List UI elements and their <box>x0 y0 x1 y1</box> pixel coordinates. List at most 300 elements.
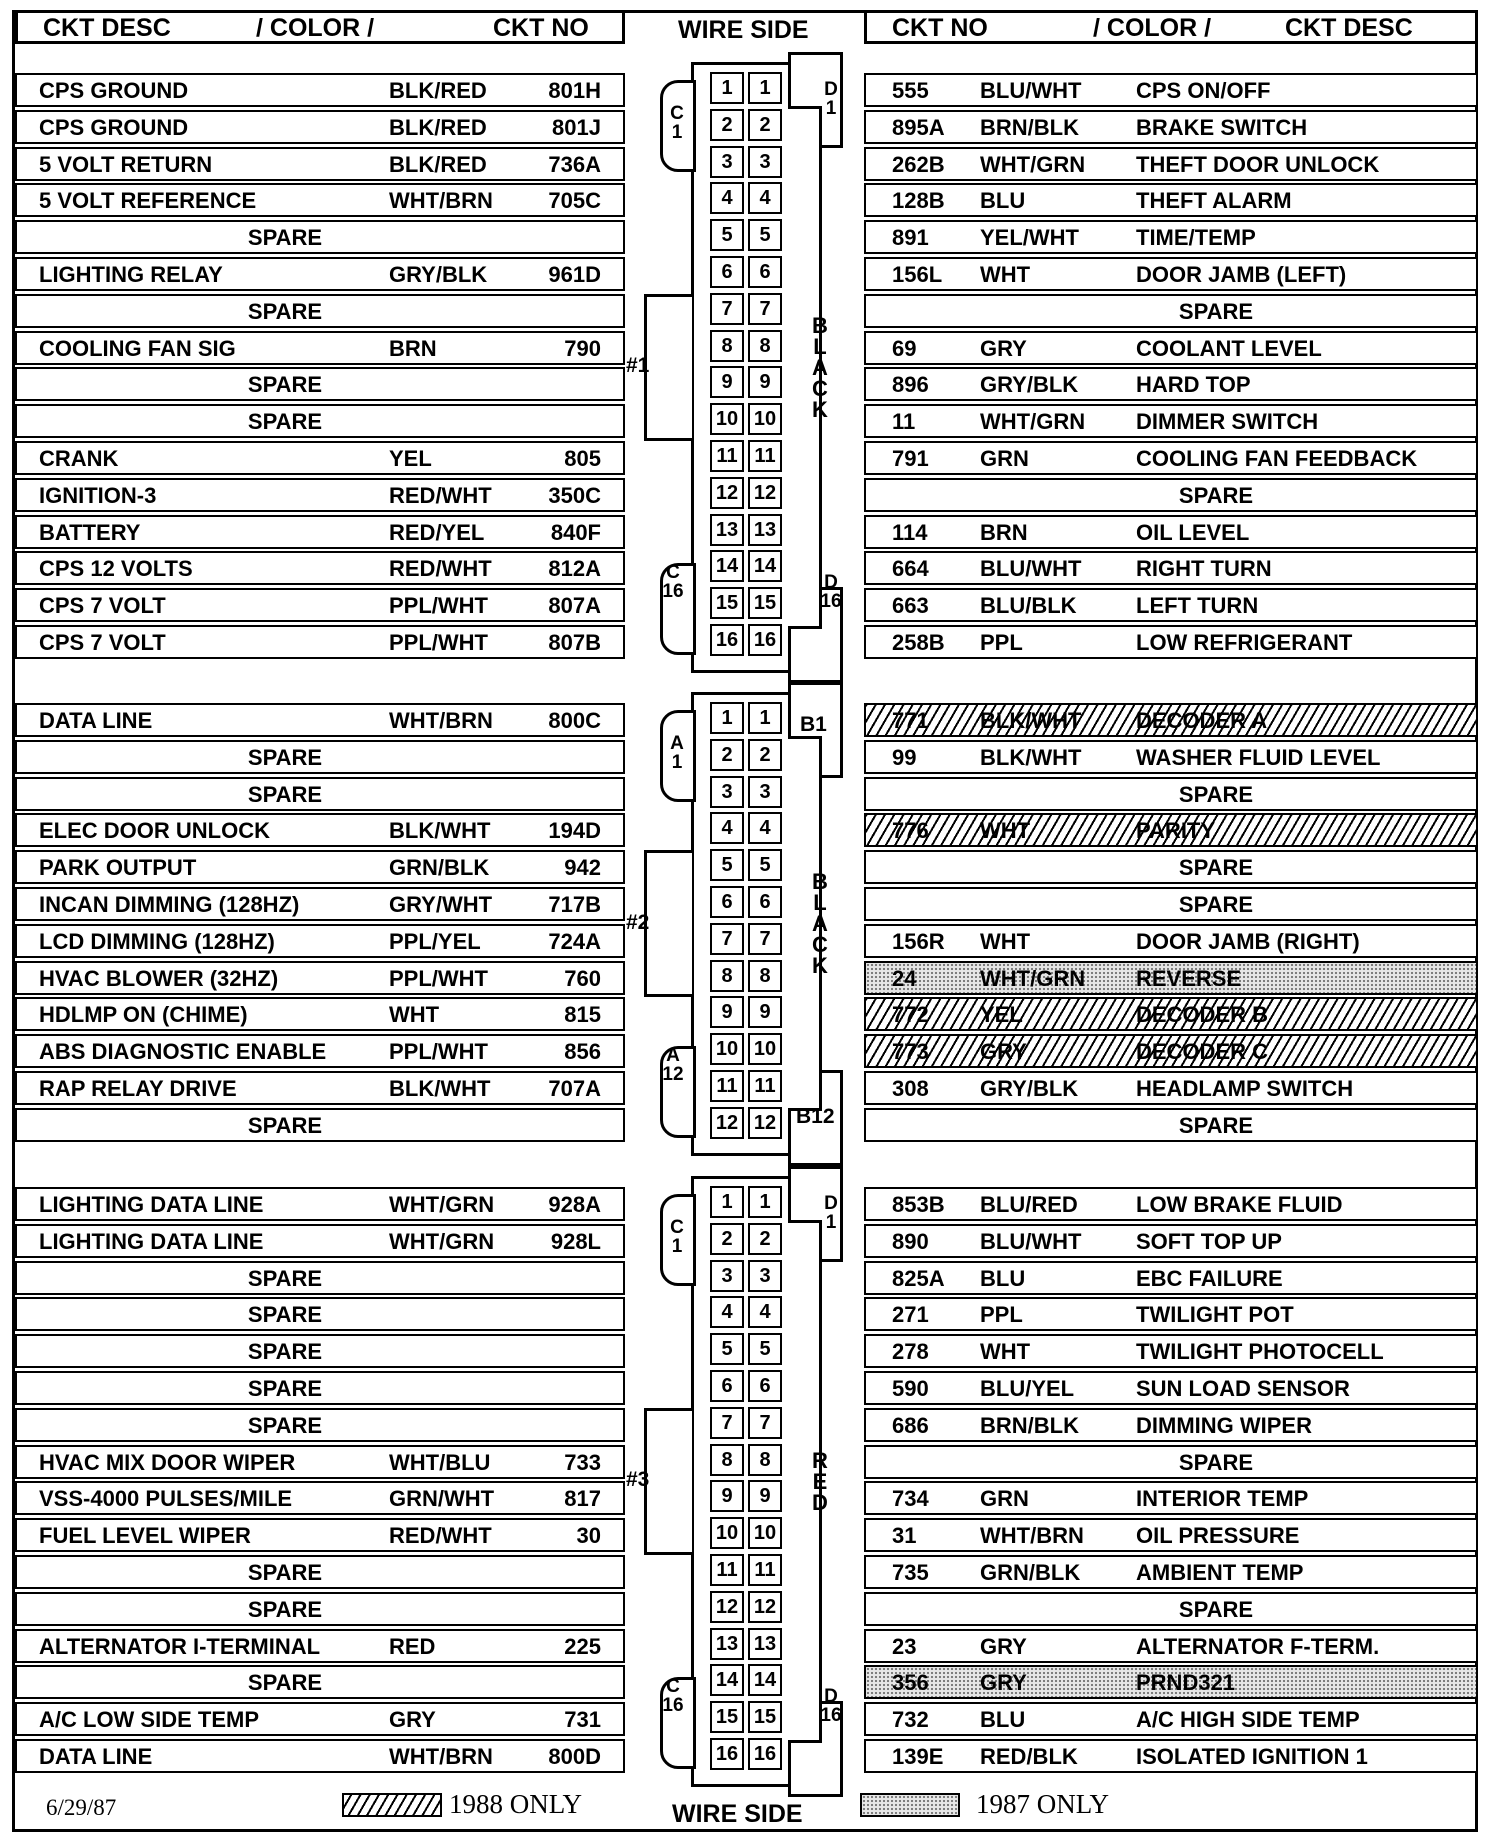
circuit-description: ALTERNATOR I-TERMINAL <box>39 1633 321 1659</box>
left-circuit-row <box>15 515 625 549</box>
left-circuit-row <box>15 1371 625 1405</box>
connector-pin: 10 <box>748 403 782 435</box>
circuit-number: 896 <box>892 372 929 398</box>
circuit-description: CPS ON/OFF <box>1136 78 1271 103</box>
circuit-number: 805 <box>564 446 601 471</box>
right-circuit-row <box>864 1518 1478 1552</box>
connector-top-right-label: B1 <box>800 713 827 736</box>
connector-pin: 6 <box>710 886 744 918</box>
circuit-description: HDLMP ON (CHIME) <box>39 1002 248 1028</box>
circuit-description: REVERSE <box>1136 965 1242 991</box>
circuit-number: 69 <box>892 335 917 361</box>
left-circuit-row <box>15 551 625 585</box>
circuit-number: 800D <box>548 1744 601 1769</box>
connector-pin: 4 <box>710 812 744 844</box>
circuit-description: DECODER C <box>1136 1039 1269 1065</box>
circuit-number: 686 <box>892 1412 929 1438</box>
left-circuit-row <box>15 1518 625 1552</box>
wire-color: RED/WHT <box>389 1523 492 1549</box>
connector-bottom-right-label: B12 <box>796 1104 835 1128</box>
connector-id: #1 <box>626 354 650 378</box>
circuit-number: 801H <box>548 78 601 103</box>
connector-pin: 9 <box>748 366 782 398</box>
wire-color: WHT/BLU <box>389 1449 491 1475</box>
circuit-description: TIME/TEMP <box>1136 225 1256 251</box>
circuit-number: 278 <box>892 1339 929 1365</box>
circuit-number: 356 <box>892 1670 929 1696</box>
circuit-description: FUEL LEVEL WIPER <box>39 1523 251 1549</box>
right-circuit-row <box>864 367 1478 401</box>
connector-pin: 3 <box>748 776 782 808</box>
spare-label: SPARE <box>247 1376 323 1401</box>
connector-pin: 10 <box>710 1517 744 1549</box>
legend-1987-label: 1987 ONLY <box>976 1789 1110 1819</box>
connector-pin: 15 <box>748 587 782 619</box>
connector-pin: 10 <box>748 1033 782 1065</box>
wire-color: GRY/WHT <box>389 892 493 917</box>
left-circuit-row <box>15 961 625 995</box>
right-circuit-row <box>864 1034 1478 1068</box>
wire-color: WHT/GRN <box>980 965 1086 991</box>
wire-color: GRY <box>980 335 1027 361</box>
connector-bottom-left-label: C 16 <box>662 1675 684 1716</box>
right-circuit-row <box>864 1261 1478 1295</box>
circuit-description: RAP RELAY DRIVE <box>39 1076 237 1101</box>
wire-color: RED/BLK <box>980 1744 1078 1769</box>
left-circuit-row <box>15 1108 625 1142</box>
right-circuit-row <box>864 1629 1478 1663</box>
connector-pin: 6 <box>748 256 782 288</box>
wire-color: PPL/YEL <box>389 928 481 954</box>
circuit-description: INTERIOR TEMP <box>1136 1486 1309 1512</box>
wire-color: GRN/BLK <box>389 855 490 881</box>
right-circuit-row <box>864 887 1478 921</box>
connector-pin: 2 <box>748 739 782 771</box>
connector-pin: 16 <box>710 1738 744 1770</box>
circuit-number: 23 <box>892 1633 917 1659</box>
spare-label: SPARE <box>247 409 323 435</box>
connector-pin: 2 <box>710 1223 744 1255</box>
right-circuit-row <box>864 740 1478 774</box>
wire-color: GRY <box>980 1670 1027 1696</box>
connector-pin: 5 <box>748 849 782 881</box>
circuit-number: 760 <box>564 965 601 991</box>
right-circuit-row <box>864 1071 1478 1105</box>
spare-label: SPARE <box>247 1112 323 1138</box>
left-header-band <box>15 44 625 68</box>
connector-color-text: RED <box>812 1447 828 1515</box>
circuit-description: WASHER FLUID LEVEL <box>1136 744 1381 770</box>
left-circuit-row <box>15 813 625 847</box>
wire-color: PPL <box>980 1302 1023 1328</box>
circuit-description: TWILIGHT POT <box>1136 1302 1294 1328</box>
connector-pin: 6 <box>748 1370 782 1402</box>
circuit-number: 128B <box>892 188 945 214</box>
circuit-description: DOOR JAMB (RIGHT) <box>1136 928 1360 954</box>
circuit-description: DIMMER SWITCH <box>1136 409 1319 435</box>
left-circuit-row <box>15 1445 625 1479</box>
wire-color: GRY/BLK <box>980 1076 1079 1101</box>
circuit-number: 840F <box>550 519 601 545</box>
wire-color: BLK/WHT <box>389 1076 491 1101</box>
circuit-description: BATTERY <box>39 519 141 545</box>
connector-pin: 11 <box>710 1070 744 1102</box>
right-header <box>864 10 1478 44</box>
connector-id: #2 <box>626 910 650 934</box>
wire-side-bottom: WIRE SIDE <box>672 1800 803 1828</box>
left-circuit-row <box>15 1481 625 1515</box>
right-header-desc: CKT DESC <box>1285 14 1413 42</box>
circuit-description: A/C LOW SIDE TEMP <box>39 1707 259 1733</box>
circuit-number: 735 <box>892 1560 929 1585</box>
wire-color: GRN <box>980 1486 1029 1512</box>
circuit-description: HVAC MIX DOOR WIPER <box>39 1449 296 1475</box>
circuit-description: EBC FAILURE <box>1136 1265 1283 1291</box>
circuit-number: 590 <box>892 1376 929 1401</box>
spare-label: SPARE <box>1178 298 1254 324</box>
left-circuit-row <box>15 404 625 438</box>
connector-bottom-left-label: A 12 <box>662 1044 684 1085</box>
circuit-number: 731 <box>564 1707 601 1733</box>
circuit-number: 271 <box>892 1302 929 1328</box>
connector-color <box>808 869 832 979</box>
wire-color: BLU/BLK <box>980 593 1077 619</box>
wire-color: BLU <box>980 188 1026 214</box>
right-circuit-row <box>864 183 1478 217</box>
right-circuit-row <box>864 1187 1478 1221</box>
right-circuit-row <box>864 850 1478 884</box>
circuit-number: 11 <box>892 409 916 435</box>
left-header-desc: CKT DESC <box>43 14 171 42</box>
spare-label: SPARE <box>247 1560 323 1585</box>
spare-label: SPARE <box>1178 1112 1254 1138</box>
left-circuit-row <box>15 887 625 921</box>
wire-color: YEL <box>389 446 432 471</box>
left-circuit-row <box>15 257 625 291</box>
circuit-description: HVAC BLOWER (32HZ) <box>39 965 279 991</box>
circuit-description: CPS GROUND <box>39 114 189 140</box>
right-circuit-row <box>864 1445 1478 1479</box>
circuit-description: DATA LINE <box>39 1744 153 1769</box>
connector-pin: 11 <box>710 1554 744 1586</box>
legend-1987-swatch <box>860 1793 960 1817</box>
wire-color: WHT/GRN <box>980 151 1086 177</box>
left-circuit-row <box>15 367 625 401</box>
spare-label: SPARE <box>1178 1449 1254 1475</box>
connector-pin: 5 <box>748 219 782 251</box>
circuit-description: DIMMING WIPER <box>1136 1412 1312 1438</box>
connector-pin: 3 <box>748 1260 782 1292</box>
wire-color: WHT/BRN <box>389 708 493 733</box>
connector-pin: 6 <box>748 886 782 918</box>
connector-pin: 11 <box>748 440 782 472</box>
right-circuit-row <box>864 331 1478 365</box>
right-circuit-row <box>864 1665 1478 1699</box>
right-circuit-row <box>864 777 1478 811</box>
wire-color: GRN/BLK <box>980 1560 1081 1585</box>
connector-pin: 9 <box>710 996 744 1028</box>
circuit-number: 733 <box>564 1449 601 1475</box>
circuit-description: COOLING FAN SIG <box>39 335 236 361</box>
connector-pin: 7 <box>710 923 744 955</box>
connector-pin: 6 <box>710 1370 744 1402</box>
wire-color: PPL/WHT <box>389 965 488 991</box>
circuit-number: 31 <box>892 1523 917 1549</box>
wire-color: BLU <box>980 1707 1026 1733</box>
connector-pin: 1 <box>710 1186 744 1218</box>
right-circuit-row <box>864 1224 1478 1258</box>
wire-color: PPL <box>980 630 1023 655</box>
connector-pin: 12 <box>748 1591 782 1623</box>
connector-pin: 11 <box>748 1554 782 1586</box>
right-circuit-row <box>864 625 1478 659</box>
wire-color: PPL/WHT <box>389 630 488 655</box>
left-circuit-row <box>15 924 625 958</box>
left-circuit-row <box>15 183 625 217</box>
left-circuit-row <box>15 850 625 884</box>
left-circuit-row <box>15 1555 625 1589</box>
wire-color: WHT <box>980 1339 1031 1365</box>
circuit-description: TWILIGHT PHOTOCELL <box>1136 1339 1384 1365</box>
wire-color: GRY/BLK <box>389 262 488 287</box>
connector-pin: 8 <box>710 1444 744 1476</box>
wire-side-top: WIRE SIDE <box>678 16 809 44</box>
circuit-description: VSS-4000 PULSES/MILE <box>39 1486 293 1512</box>
left-circuit-row <box>15 777 625 811</box>
wire-color: YEL/WHT <box>980 225 1079 251</box>
left-header-no: CKT NO <box>493 14 589 42</box>
connector-pin: 1 <box>748 72 782 104</box>
circuit-number: 717B <box>548 892 601 917</box>
wire-color: WHT <box>980 262 1031 287</box>
wire-color: GRY <box>389 1707 436 1733</box>
circuit-description: ISOLATED IGNITION 1 <box>1136 1744 1368 1769</box>
spare-label: SPARE <box>1178 1596 1254 1622</box>
right-circuit-row <box>864 1555 1478 1589</box>
connector-pin: 5 <box>710 849 744 881</box>
connector-bottom-right-label: D 16 <box>820 571 842 612</box>
right-circuit-row <box>864 441 1478 475</box>
circuit-number: 812A <box>548 556 601 582</box>
connector-pin: 14 <box>748 550 782 582</box>
circuit-description: LIGHTING DATA LINE <box>39 1192 264 1217</box>
wire-color: YEL <box>980 1002 1023 1028</box>
circuit-number: 807B <box>548 630 601 655</box>
right-circuit-row <box>864 404 1478 438</box>
left-circuit-row <box>15 1665 625 1699</box>
left-circuit-row <box>15 997 625 1031</box>
connector-pin: 13 <box>748 514 782 546</box>
wire-color: BLU <box>980 1265 1026 1291</box>
right-circuit-row <box>864 1739 1478 1773</box>
circuit-number: 705C <box>548 188 601 214</box>
circuit-number: 942 <box>564 855 601 881</box>
wire-color: BRN <box>389 335 437 361</box>
connector-pin: 15 <box>710 1701 744 1733</box>
circuit-description: COOLING FAN FEEDBACK <box>1136 446 1418 471</box>
wire-color: BRN/BLK <box>980 114 1079 140</box>
circuit-number: 555 <box>892 78 929 103</box>
connector-pin: 9 <box>710 1480 744 1512</box>
connector-pin: 4 <box>710 182 744 214</box>
circuit-description: LEFT TURN <box>1136 593 1259 619</box>
wire-color: PPL/WHT <box>389 593 488 619</box>
spare-label: SPARE <box>247 744 323 770</box>
right-circuit-row <box>864 478 1478 512</box>
circuit-number: 664 <box>892 556 929 582</box>
connector-pin: 1 <box>710 72 744 104</box>
connector-pin: 14 <box>748 1664 782 1696</box>
wire-color: GRN/WHT <box>389 1486 495 1512</box>
left-circuit-row <box>15 331 625 365</box>
connector-pin: 7 <box>748 1407 782 1439</box>
circuit-number: 736A <box>548 151 601 177</box>
circuit-description: LOW BRAKE FLUID <box>1136 1192 1343 1217</box>
right-circuit-row <box>864 1592 1478 1626</box>
connector-pin: 2 <box>710 739 744 771</box>
wire-color: WHT/GRN <box>389 1228 495 1254</box>
circuit-number: 308 <box>892 1076 929 1101</box>
wire-color: GRN <box>980 446 1029 471</box>
circuit-number: 891 <box>892 225 929 251</box>
connector-top-left-label: A 1 <box>670 733 684 773</box>
connector-pin: 10 <box>748 1517 782 1549</box>
right-circuit-row <box>864 1334 1478 1368</box>
spare-label: SPARE <box>247 1339 323 1365</box>
connector-pin: 2 <box>748 109 782 141</box>
wire-color: BLU/WHT <box>980 78 1082 103</box>
left-circuit-row <box>15 441 625 475</box>
circuit-number: 791 <box>892 446 929 471</box>
left-circuit-row <box>15 220 625 254</box>
connector-pin: 9 <box>748 1480 782 1512</box>
right-circuit-row <box>864 703 1478 737</box>
circuit-description: SOFT TOP UP <box>1136 1228 1282 1254</box>
connector-pin: 14 <box>710 550 744 582</box>
spare-label: SPARE <box>1178 855 1254 881</box>
left-circuit-row <box>15 147 625 181</box>
left-circuit-row <box>15 294 625 328</box>
connector-pin: 15 <box>710 587 744 619</box>
left-circuit-row <box>15 1739 625 1773</box>
connector-pin: 16 <box>748 1738 782 1770</box>
circuit-description: PRND321 <box>1136 1670 1236 1696</box>
circuit-number: 156L <box>892 262 943 287</box>
circuit-description: THEFT DOOR UNLOCK <box>1136 151 1380 177</box>
spare-label: SPARE <box>247 1265 323 1291</box>
connector-pin: 8 <box>748 1444 782 1476</box>
left-circuit-row <box>15 1071 625 1105</box>
connector-pin: 8 <box>710 960 744 992</box>
circuit-description: HARD TOP <box>1136 372 1251 398</box>
right-header-color: / COLOR / <box>1093 14 1212 42</box>
connector-pin: 10 <box>710 403 744 435</box>
circuit-number: 773 <box>892 1039 929 1065</box>
left-circuit-row <box>15 1334 625 1368</box>
connector-pin: 15 <box>748 1701 782 1733</box>
connector-bottom-right-label: D 16 <box>820 1685 842 1726</box>
connector-pin: 10 <box>710 1033 744 1065</box>
circuit-description: OIL LEVEL <box>1136 519 1250 545</box>
circuit-description: DOOR JAMB (LEFT) <box>1136 262 1347 287</box>
circuit-number: 801J <box>552 114 601 140</box>
connector-pin: 4 <box>748 182 782 214</box>
connector-pin: 3 <box>748 146 782 178</box>
left-header-color: / COLOR / <box>256 14 375 42</box>
wire-color: WHT <box>980 928 1031 954</box>
circuit-number: 99 <box>892 744 917 770</box>
circuit-description: ALTERNATOR F-TERM. <box>1136 1633 1380 1659</box>
connector-bottom-left-label: C 16 <box>662 561 684 602</box>
circuit-number: 895A <box>892 114 945 140</box>
left-circuit-row <box>15 1187 625 1221</box>
circuit-description: 5 VOLT REFERENCE <box>39 188 257 214</box>
legend-1988-swatch <box>342 1793 442 1817</box>
circuit-number: 856 <box>564 1039 601 1065</box>
circuit-description: HEADLAMP SWITCH <box>1136 1076 1354 1101</box>
connector-pin: 16 <box>748 624 782 656</box>
left-circuit-row <box>15 625 625 659</box>
circuit-description: SUN LOAD SENSOR <box>1136 1376 1350 1401</box>
connector-pin: 12 <box>710 1591 744 1623</box>
left-circuit-row <box>15 1702 625 1736</box>
wire-color: WHT/GRN <box>980 409 1086 435</box>
wire-color: RED/YEL <box>389 519 485 545</box>
revision-date: 6/29/87 <box>46 1795 117 1820</box>
circuit-description: ELEC DOOR UNLOCK <box>39 818 270 844</box>
wire-color: BLK/WHT <box>980 744 1082 770</box>
connector-color <box>808 312 832 422</box>
circuit-description: RIGHT TURN <box>1136 556 1272 582</box>
connector-pin: 7 <box>748 923 782 955</box>
wire-color: BLK/RED <box>389 78 487 103</box>
spare-label: SPARE <box>247 781 323 807</box>
spare-label: SPARE <box>1178 892 1254 917</box>
wire-color: WHT/GRN <box>389 1192 495 1217</box>
spare-label: SPARE <box>1178 482 1254 508</box>
circuit-number: 807A <box>548 593 601 619</box>
circuit-number: 776 <box>892 818 929 844</box>
circuit-description: LOW REFRIGERANT <box>1136 630 1353 655</box>
left-circuit-row <box>15 1297 625 1331</box>
connector-pin: 4 <box>748 812 782 844</box>
wire-color: BLK/RED <box>389 151 487 177</box>
wire-color: GRY <box>980 1039 1027 1065</box>
right-circuit-row <box>864 551 1478 585</box>
circuit-description: THEFT ALARM <box>1136 188 1292 214</box>
circuit-description: PARITY <box>1136 818 1216 844</box>
circuit-description: 5 VOLT RETURN <box>39 151 213 177</box>
wire-color: RED <box>389 1633 436 1659</box>
circuit-number: 928A <box>548 1192 601 1217</box>
wire-color: BLK/RED <box>389 114 487 140</box>
left-circuit-row <box>15 1034 625 1068</box>
circuit-description: BRAKE SWITCH <box>1136 114 1308 140</box>
circuit-number: 815 <box>564 1002 601 1028</box>
connector-pin: 3 <box>710 146 744 178</box>
wire-color: RED/WHT <box>389 482 492 508</box>
connector-pin: 11 <box>710 440 744 472</box>
circuit-description: LCD DIMMING (128HZ) <box>39 928 275 954</box>
circuit-description: OIL PRESSURE <box>1136 1523 1300 1549</box>
circuit-number: 258B <box>892 630 945 655</box>
circuit-description: DECODER A <box>1136 708 1268 733</box>
right-circuit-row <box>864 294 1478 328</box>
connector-pin: 8 <box>710 330 744 362</box>
right-circuit-row <box>864 813 1478 847</box>
circuit-description: A/C HIGH SIDE TEMP <box>1136 1707 1360 1733</box>
left-header <box>15 10 625 44</box>
